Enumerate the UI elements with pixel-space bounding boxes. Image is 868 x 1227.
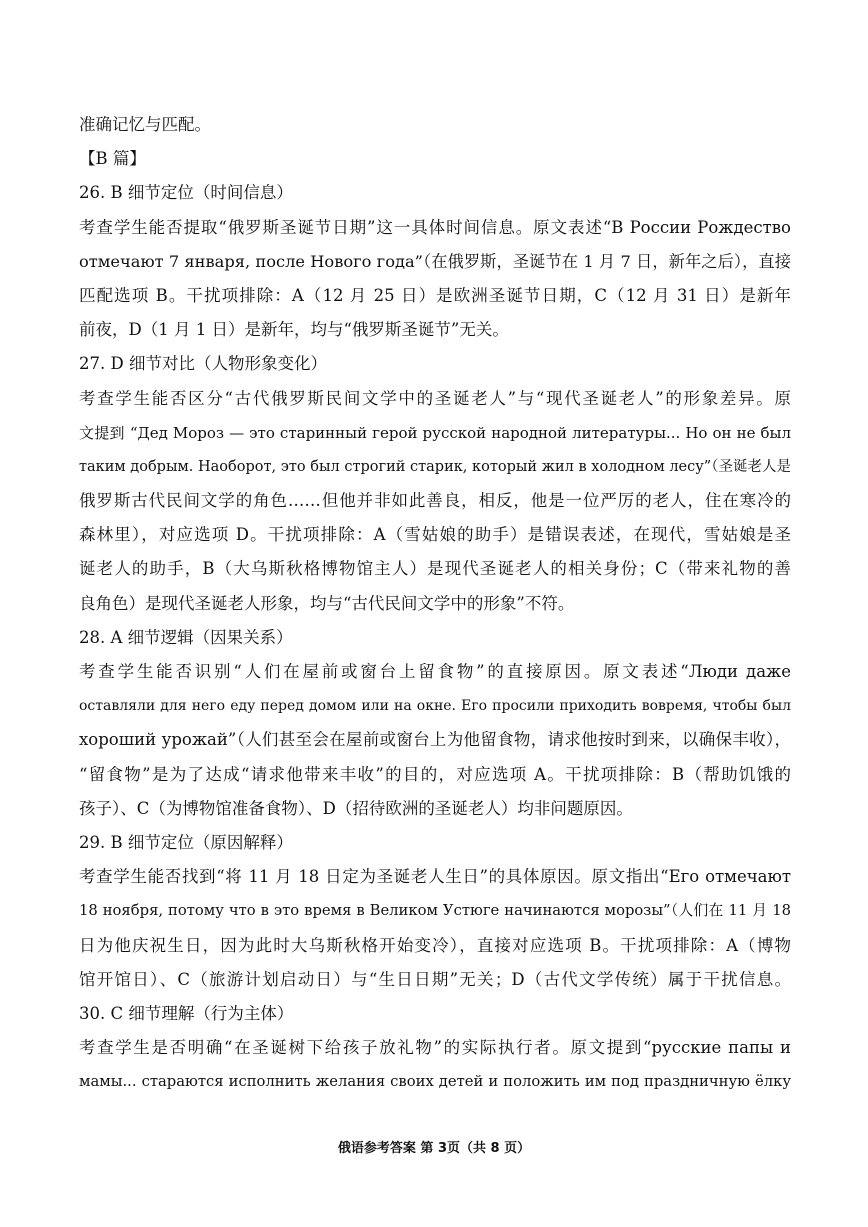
text-line: 馆开馆日）、C（旅游计划启动日）与“生日日期”无关；D（古代文学传统）属于干扰信息。 <box>79 969 791 989</box>
section-heading: 【B 篇】 <box>79 149 146 169</box>
question-heading: 28. A 细节逻辑（因果关系） <box>79 627 293 647</box>
text-line: 孩子）、C（为博物馆准备食物）、D（招待欧洲的圣诞老人）均非问题原因。 <box>79 798 633 818</box>
text-line: мамы... стараются исполнить желания своих детей и положить им под праздничную ёлку <box>79 1073 791 1091</box>
text-line: 考查学生能否区分“古代俄罗斯民间文学中的圣诞老人”与“现代圣诞老人”的形象差异。原 <box>79 388 791 408</box>
question-heading: 26. B 细节定位（时间信息） <box>79 183 293 203</box>
text-line: 匹配选项 B。干扰项排除：A（12 月 25 日）是欧洲圣诞节日期，C（12 月 31 日）是新年 <box>79 285 791 305</box>
text-line: 良角色）是现代圣诞老人形象，均与“古代民间文学中的形象”不符。 <box>79 593 575 613</box>
text-line: оставляли для него еду перед домом или на окне. Его просили приходить вовремя, чтобы был <box>79 698 791 715</box>
text-line: 日为他庆祝生日，因为此时大乌斯秋格开始变冷），直接对应选项 B。干扰项排除：A（博物 <box>79 935 791 955</box>
text-line: 考查学生是否明确“在圣诞树下给孩子放礼物”的实际执行者。原文提到“русские папы и <box>79 1038 791 1058</box>
text-line: 准确记忆与匹配。 <box>79 115 211 134</box>
text-line: таким добрым. Наоборот, это был строгий старик, который жил в холодном лесу”（圣诞老人是 <box>79 458 791 475</box>
question-heading: 27. D 细节对比（人物形象变化） <box>79 354 327 374</box>
text-line: хороший урожай”（人们甚至会在屋前或窗台上为他留食物，请求他按时到来，以确保丰收）， <box>79 730 791 750</box>
text-line: 考查学生能否找到“将 11 月 18 日定为圣诞老人生日”的具体原因。原文指出“Его отмечают <box>79 867 791 887</box>
text-line: 考查学生能否提取“俄罗斯圣诞节日期”这一具体时间信息。原文表述“В России Рождество <box>79 217 791 237</box>
text-line: 俄罗斯古代民间文学的角色……但他并非如此善良，相反，他是一位严厉的老人，住在寒冷的 <box>79 491 791 511</box>
text-line: 考查学生能否识别“人们在屋前或窗台上留食物”的直接原因。原文表述“Люди даже <box>79 662 791 681</box>
text-line: 森林里），对应选项 D。干扰项排除：A（雪姑娘的助手）是错误表述，在现代，雪姑娘是圣 <box>79 525 791 545</box>
text-line: отмечают 7 января, после Нового года”（在俄罗斯，圣诞节在 1 月 7 日，新年之后），直接 <box>79 251 791 271</box>
question-heading: 29. B 细节定位（原因解释） <box>79 832 293 852</box>
text-line: 诞老人的助手，B（大乌斯秋格博物馆主人）是现代圣诞老人的相关身份；C（带来礼物的善 <box>79 559 791 579</box>
page-footer: 俄语参考答案 第 3页（共 8 页） <box>337 1141 531 1156</box>
text-line: 文提到 “Дед Мороз — это старинный герой русской народной литературы... Но он не был <box>79 423 791 442</box>
question-heading: 30. C 细节理解（行为主体） <box>79 1003 294 1023</box>
text-line: 前夜，D（1 月 1 日）是新年，均与“俄罗斯圣诞节”无关。 <box>79 320 509 340</box>
document-body <box>79 108 791 1099</box>
text-line: “留食物”是为了达成“请求他带来丰收”的目的，对应选项 A。干扰项排除：B（帮助饥饿的 <box>79 764 791 784</box>
text-line: 18 ноября, потому что в это время в Великом Устюге начинаются морозы”（人们在 11 月 18 <box>79 902 791 920</box>
